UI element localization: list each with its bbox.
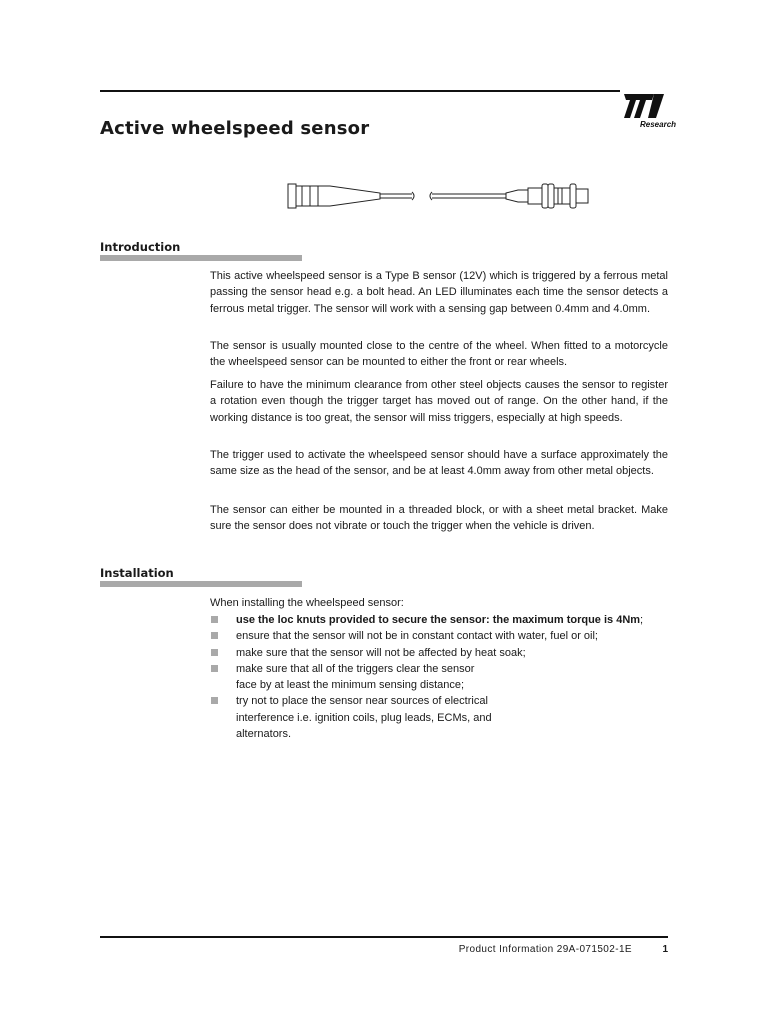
header-rule <box>100 90 620 92</box>
list-item <box>210 628 668 644</box>
list-item-text: ensure that the sensor will not be in constant contact with water, fuel or oil; <box>236 630 598 643</box>
page-number: 1 <box>662 944 668 955</box>
introduction-paragraph-2: The sensor is usually mounted close to the centre of the wheel. When fitted to a motorcycle the wheelspeed sensor can be mounted to either the front or rear wheels. <box>210 340 668 369</box>
installation-rule <box>100 581 302 587</box>
bullet-square-icon <box>211 697 218 704</box>
installation-intro: When installing the wheelspeed sensor: <box>210 597 404 609</box>
torque-instruction: use the loc knuts provided to secure the sensor: the maximum torque is 4Nm <box>236 614 641 626</box>
introduction-rule <box>100 255 302 261</box>
installation-heading: Installation <box>100 566 174 580</box>
page-title: Active wheelspeed sensor <box>100 118 370 139</box>
list-item <box>210 612 668 628</box>
bullet-square-icon <box>211 649 218 656</box>
footer-rule <box>100 936 668 938</box>
list-item <box>210 645 668 661</box>
installation-list <box>210 612 668 742</box>
bullet-square-icon <box>211 616 218 623</box>
bullet-square-icon <box>211 632 218 639</box>
introduction-paragraph-1: This active wheelspeed sensor is a Type B sensor (12V) which is triggered by a ferrous metal passing the sensor head e.g. a bolt head. An LED illuminates each time the sensor detects a ferrous metal trigger. The sensor will work with a sensing gap between 0.4mm and 4.0mm. <box>210 270 668 315</box>
list-item <box>210 661 668 694</box>
introduction-heading: Introduction <box>100 240 181 254</box>
introduction-paragraph-4: The trigger used to activate the wheelspeed sensor should have a surface approximately the same size as the head of the sensor, and be at least 4.0mm away from other metal objects. <box>210 449 668 478</box>
introduction-paragraph-3: Failure to have the minimum clearance from other steel objects causes the sensor to register a rotation even though the trigger target has moved out of range. On the other hand, if the working distance is too great, the sensor will miss triggers, especially at high speeds. <box>210 379 668 424</box>
introduction-paragraph-5: The sensor can either be mounted in a threaded block, or with a sheet metal bracket. Make sure the sensor does not vibrate or touch the trigger when the vehicle is driven. <box>210 504 668 533</box>
wheelspeed-sensor-drawing-icon <box>280 176 600 216</box>
list-item-text: try not to place the sensor near sources of electrical interference i.e. ignition coils, plug leads, ECMs, and alternators. <box>236 695 492 741</box>
product-info: Product Information 29A-071502-1E <box>458 944 632 955</box>
list-item-text: make sure that the sensor will not be affected by heat soak; <box>236 646 526 659</box>
pi-research-logo <box>618 90 677 130</box>
list-item-text: make sure that all of the triggers clear the sensor face by at least the minimum sensing distance; <box>236 662 475 692</box>
svg-text:Research: Research <box>640 120 677 129</box>
list-item <box>210 693 668 742</box>
bullet-square-icon <box>211 665 218 672</box>
torque-instruction-end: ; <box>640 614 644 626</box>
